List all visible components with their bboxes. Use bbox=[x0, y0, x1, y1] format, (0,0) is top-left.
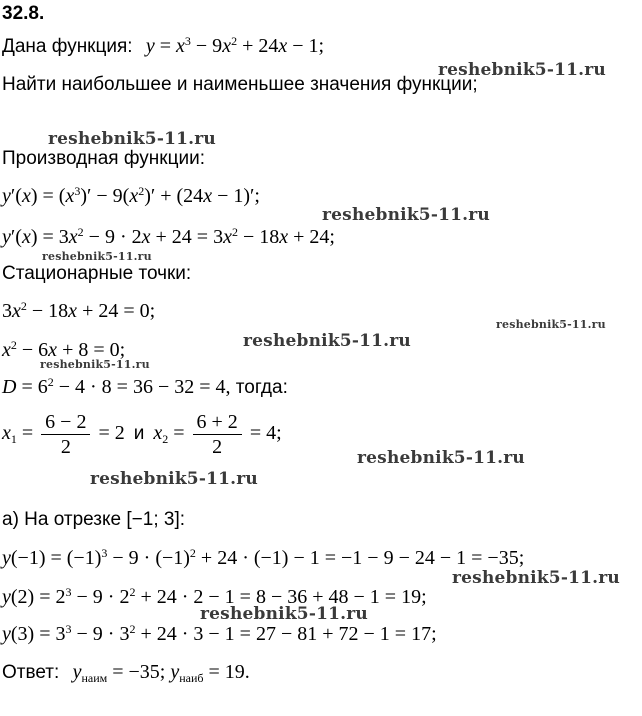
given-line bbox=[2, 34, 324, 59]
given-label: Дана функция: bbox=[2, 36, 133, 57]
x2-numerator: 6 + 2 bbox=[193, 410, 242, 435]
y-at-3: $y(3) = 3^3 - 9 \cdot 3^2 + 24 \cdot 3 - 1 = 27 - 81 + 72 - 1 = 17$; bbox=[2, 622, 437, 645]
task-text: Найти наибольшее и наименьшее значения функции; bbox=[2, 74, 478, 95]
answer-line bbox=[2, 660, 250, 685]
problem-number: 32.8. bbox=[2, 3, 45, 24]
watermark: reshebnik5-11.ru bbox=[357, 448, 525, 468]
and-word: и bbox=[133, 423, 145, 445]
answer-expression: $y_{наим} = -35$; $y_{наиб} = 19$. bbox=[72, 661, 250, 685]
roots-line: $x_1$ = $\frac{6 - 2}{2}$ = 2 и $x_2$ = $\frac{6 + 2}{2}$ = 4; bbox=[2, 411, 282, 458]
answer-min-sub: наим bbox=[81, 671, 108, 685]
answer-label: Ответ: bbox=[2, 662, 60, 683]
watermark: reshebnik5-11.ru bbox=[243, 331, 411, 351]
watermark: reshebnik5-11.ru bbox=[200, 604, 368, 624]
discriminant-line bbox=[2, 375, 288, 400]
y-at-minus-1: $y(-1) = (-1)^3 - 9 \cdot (-1)^2 + 24 \cdot (-1) - 1 = -1 - 9 - 24 - 1 = -35$; bbox=[2, 546, 525, 569]
x1-denominator: 2 bbox=[60, 436, 71, 458]
watermark: reshebnik5-11.ru bbox=[438, 60, 606, 80]
watermark: reshebnik5-11.ru bbox=[322, 205, 490, 225]
answer-max: 19. bbox=[224, 661, 250, 683]
watermark: reshebnik5-11.ru bbox=[496, 318, 606, 331]
stationary-label: Стационарные точки: bbox=[2, 263, 192, 284]
then-word: тогда: bbox=[235, 377, 288, 398]
x2-value: = 4; bbox=[249, 422, 282, 445]
derivative-line-1: $y'(x) = (x^3)' - 9(x^2)' + (24x - 1)'$; bbox=[2, 184, 260, 207]
x1-numerator: 6 − 2 bbox=[41, 410, 90, 435]
x2-denominator: 2 bbox=[212, 436, 223, 458]
watermark: reshebnik5-11.ru bbox=[48, 129, 216, 149]
derivative-label: Производная функции: bbox=[2, 148, 205, 169]
equation-1: $3x^2 - 18x + 24 = 0$; bbox=[2, 299, 156, 322]
watermark: reshebnik5-11.ru bbox=[42, 250, 152, 263]
answer-max-sub: наиб bbox=[179, 671, 204, 685]
x1-value: = 2 bbox=[98, 422, 125, 445]
answer-min: −35; bbox=[128, 661, 166, 683]
x2-fraction bbox=[193, 410, 242, 459]
equation-2: $x^2 - 6x + 8 = 0$; bbox=[2, 338, 126, 361]
watermark: reshebnik5-11.ru bbox=[90, 469, 258, 489]
discriminant-expression: $D = 6^2 - 4 \cdot 8 = 36 - 32 = 4$, bbox=[2, 375, 231, 398]
x1-fraction bbox=[41, 410, 90, 459]
y-at-2: $y(2) = 2^3 - 9 \cdot 2^2 + 24 \cdot 2 - 1 = 8 - 36 + 48 - 1 = 19$; bbox=[2, 585, 427, 608]
given-expression: $y = x^3 - 9x^2 + 24x - 1$; bbox=[145, 34, 325, 57]
watermark: reshebnik5-11.ru bbox=[40, 358, 150, 371]
part-a-text: а) На отрезке [−1; 3]: bbox=[2, 509, 186, 530]
derivative-line-2: $y'(x) = 3x^2 - 9 \cdot 2x + 24 = 3x^2 - 18x + 24$; bbox=[2, 225, 335, 248]
part-a-heading bbox=[2, 508, 185, 532]
watermark: reshebnik5-11.ru bbox=[452, 568, 620, 588]
